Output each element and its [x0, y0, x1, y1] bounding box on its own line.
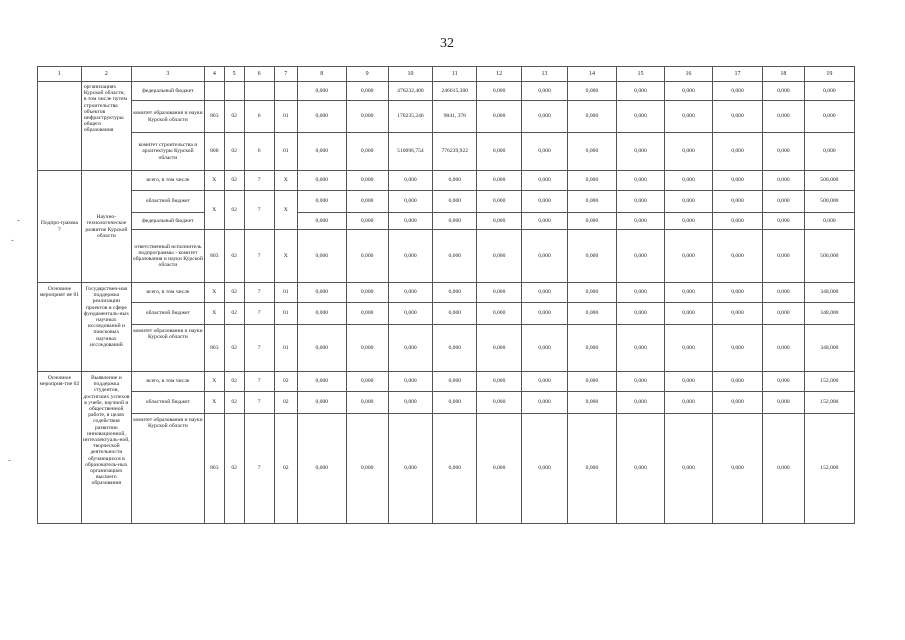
value-cell: 0,000	[763, 82, 805, 101]
code-cell: Х	[274, 191, 297, 230]
value-cell: 0,000	[664, 372, 712, 392]
code-cell: 02	[224, 414, 244, 524]
scan-mark: -	[11, 235, 14, 245]
value-cell: 0,000	[477, 414, 522, 524]
header-cell: 14	[567, 67, 616, 82]
header-cell: 15	[616, 67, 664, 82]
value-cell: 0,000	[664, 133, 712, 171]
code-cell: 02	[224, 283, 244, 303]
value-cell: 0,000	[712, 372, 762, 392]
value-cell: 0,000	[616, 414, 664, 524]
value-cell: 0,000	[346, 82, 388, 101]
value-cell: 0,000	[567, 213, 616, 230]
code-cell: 7	[244, 191, 274, 230]
value-cell: 0,000	[346, 414, 388, 524]
header-cell: 4	[204, 67, 224, 82]
header-cell: 1	[38, 67, 82, 82]
value-cell: 0,000	[664, 303, 712, 325]
value-cell: 0,000	[477, 283, 522, 303]
code-cell: 02	[224, 191, 244, 230]
value-cell: 0,000	[763, 392, 805, 414]
value-cell: 0,000	[477, 133, 522, 171]
page-number: 32	[440, 36, 454, 51]
code-cell	[204, 82, 224, 101]
value-cell: 0,000	[763, 101, 805, 133]
header-cell: 18	[763, 67, 805, 82]
value-cell: 0,000	[297, 325, 346, 372]
value-cell: 0,000	[616, 213, 664, 230]
program-name: Научно-технологическое развитие Курской области	[81, 171, 131, 283]
value-cell: 0,000	[297, 82, 346, 101]
value-cell: 0,000	[616, 325, 664, 372]
value-cell: 0,000	[567, 325, 616, 372]
value-cell: 0,000	[664, 191, 712, 213]
value-cell: 0,000	[433, 171, 477, 191]
funding-source: федеральный бюджет	[131, 213, 204, 230]
table-row	[38, 82, 855, 101]
value-cell: 510096,754	[388, 133, 433, 171]
code-cell: Х	[204, 171, 224, 191]
value-cell: 0,000	[388, 372, 433, 392]
value-cell: 0,000	[522, 283, 568, 303]
value-cell: 0,000	[522, 414, 568, 524]
table-row	[38, 133, 855, 171]
value-cell: 0,000	[763, 414, 805, 524]
value-cell: 0,000	[346, 230, 388, 283]
value-cell: 0,000	[433, 230, 477, 283]
value-cell: 0,000	[664, 283, 712, 303]
budget-table	[37, 66, 855, 524]
value-cell: 0,000	[712, 191, 762, 213]
scan-mark: -	[8, 455, 11, 465]
code-cell: 7	[244, 372, 274, 392]
value-cell: 476232,400	[388, 82, 433, 101]
value-cell: 0,000	[388, 325, 433, 372]
status-cell: Подпро-грамма 7	[38, 171, 82, 283]
value-cell: 0,000	[567, 303, 616, 325]
value-cell: 0,000	[712, 230, 762, 283]
code-cell: Х	[204, 372, 224, 392]
value-cell: 0,000	[664, 392, 712, 414]
funding-source: областной бюджет	[131, 392, 204, 414]
value-cell: 500,000	[804, 191, 854, 213]
value-cell: 0,000	[763, 171, 805, 191]
value-cell: 0,000	[297, 392, 346, 414]
code-cell: Х	[204, 191, 224, 230]
value-cell: 0,000	[297, 101, 346, 133]
value-cell: 0,000	[346, 283, 388, 303]
table-row	[38, 392, 855, 414]
code-cell: 803	[204, 101, 224, 133]
value-cell: 0,000	[567, 392, 616, 414]
value-cell: 0,000	[297, 372, 346, 392]
value-cell: 0,000	[477, 392, 522, 414]
value-cell: 0,000	[388, 414, 433, 524]
value-cell: 0,000	[297, 191, 346, 213]
value-cell: 0,000	[522, 171, 568, 191]
table-row	[38, 283, 855, 303]
value-cell: 0,000	[804, 213, 854, 230]
value-cell: 0,000	[567, 82, 616, 101]
value-cell: 348,000	[804, 325, 854, 372]
value-cell: 0,000	[522, 191, 568, 213]
funding-source: комитет строительства и архитектуры Курской области	[131, 133, 204, 171]
value-cell: 0,000	[297, 283, 346, 303]
value-cell: 0,000	[804, 101, 854, 133]
code-cell: 01	[274, 133, 297, 171]
value-cell: 0,000	[664, 230, 712, 283]
value-cell: 0,000	[567, 171, 616, 191]
code-cell: 7	[244, 283, 274, 303]
code-cell: 803	[204, 230, 224, 283]
value-cell: 0,000	[522, 303, 568, 325]
value-cell: 0,000	[388, 171, 433, 191]
code-cell: 808	[204, 133, 224, 171]
table-row	[38, 230, 855, 283]
code-cell: Х	[204, 303, 224, 325]
value-cell: 500,000	[804, 171, 854, 191]
code-cell: Х	[204, 392, 224, 414]
value-cell: 0,000	[712, 133, 762, 171]
value-cell: 0,000	[616, 101, 664, 133]
value-cell: 0,000	[763, 191, 805, 213]
value-cell: 152,000	[804, 414, 854, 524]
value-cell: 0,000	[388, 230, 433, 283]
code-cell	[274, 82, 297, 101]
value-cell: 0,000	[297, 303, 346, 325]
value-cell: 0,000	[433, 303, 477, 325]
value-cell: 0,000	[477, 372, 522, 392]
value-cell: 0,000	[433, 325, 477, 372]
value-cell: 0,000	[297, 230, 346, 283]
value-cell: 0,000	[712, 101, 762, 133]
code-cell: 01	[274, 325, 297, 372]
value-cell: 0,000	[477, 213, 522, 230]
value-cell: 0,000	[567, 191, 616, 213]
funding-source: областной бюджет	[131, 303, 204, 325]
header-cell: 12	[477, 67, 522, 82]
value-cell: 0,000	[712, 325, 762, 372]
value-cell: 0,000	[616, 171, 664, 191]
code-cell: 01	[274, 101, 297, 133]
value-cell: 0,000	[567, 101, 616, 133]
code-cell: 02	[224, 171, 244, 191]
value-cell: 0,000	[346, 191, 388, 213]
code-cell: 7	[244, 325, 274, 372]
value-cell: 0,000	[522, 372, 568, 392]
header-cell: 13	[522, 67, 568, 82]
value-cell: 0,000	[346, 133, 388, 171]
value-cell: 0,000	[522, 392, 568, 414]
value-cell: 246615,300	[433, 82, 477, 101]
value-cell: 0,000	[664, 171, 712, 191]
value-cell: 0,000	[433, 372, 477, 392]
value-cell: 348,000	[804, 303, 854, 325]
value-cell: 0,000	[388, 283, 433, 303]
code-cell: 7	[244, 414, 274, 524]
value-cell: 0,000	[664, 82, 712, 101]
value-cell: 0,000	[477, 82, 522, 101]
value-cell: 0,000	[763, 230, 805, 283]
value-cell: 0,000	[567, 414, 616, 524]
value-cell: 0,000	[616, 303, 664, 325]
code-cell: 02	[224, 230, 244, 283]
funding-source: комитет образования и науки Курской области	[131, 325, 204, 372]
code-cell: 02	[274, 372, 297, 392]
header-cell: 7	[274, 67, 297, 82]
table-row	[38, 303, 855, 325]
header-cell: 3	[131, 67, 204, 82]
value-cell: 0,000	[477, 230, 522, 283]
table-row	[38, 213, 855, 230]
value-cell: 0,000	[664, 101, 712, 133]
value-cell: 0,000	[297, 414, 346, 524]
code-cell: Х	[274, 171, 297, 191]
value-cell: 0,000	[388, 213, 433, 230]
value-cell: 0,000	[388, 303, 433, 325]
value-cell: 0,000	[763, 325, 805, 372]
code-cell: Х	[204, 283, 224, 303]
program-name: Выявление и поддержка студентов, достигших успехов в учебе, научной и общественной работе, в целях содействия развитию инновационной, интеллектуаль-ной, творческой деятельности обучающихся в образователь-ных организациях высшего образования	[81, 372, 131, 524]
scan-mark: -	[17, 215, 20, 225]
code-cell: 02	[274, 392, 297, 414]
funding-source: комитет образования и науки Курской области	[131, 101, 204, 133]
status-cell: Основное мероприя-тие 02	[38, 372, 82, 524]
value-cell: 0,000	[433, 191, 477, 213]
value-cell: 0,000	[804, 133, 854, 171]
code-cell: 7	[244, 303, 274, 325]
value-cell: 0,000	[712, 213, 762, 230]
value-cell: 0,000	[297, 133, 346, 171]
code-cell: 02	[224, 372, 244, 392]
funding-source: всего, в том числе	[131, 171, 204, 191]
value-cell: 0,000	[346, 171, 388, 191]
code-cell: 7	[244, 392, 274, 414]
value-cell: 0,000	[346, 101, 388, 133]
value-cell: 0,000	[763, 133, 805, 171]
code-cell	[244, 82, 274, 101]
value-cell: 0,000	[477, 101, 522, 133]
value-cell: 0,000	[477, 325, 522, 372]
funding-source: областной бюджет	[131, 191, 204, 213]
value-cell: 500,000	[804, 230, 854, 283]
header-cell: 5	[224, 67, 244, 82]
header-cell: 16	[664, 67, 712, 82]
code-cell	[224, 82, 244, 101]
value-cell: 0,000	[616, 82, 664, 101]
code-cell: 6	[244, 101, 274, 133]
code-cell: 803	[204, 325, 224, 372]
value-cell: 0,000	[616, 283, 664, 303]
code-cell: Х	[274, 230, 297, 283]
table-row	[38, 191, 855, 213]
code-cell: 02	[224, 101, 244, 133]
value-cell: 0,000	[297, 213, 346, 230]
value-cell: 0,000	[477, 191, 522, 213]
value-cell: 0,000	[567, 283, 616, 303]
value-cell: 0,000	[346, 213, 388, 230]
value-cell: 0,000	[616, 133, 664, 171]
value-cell: 776239,922	[433, 133, 477, 171]
value-cell: 0,000	[712, 303, 762, 325]
value-cell: 0,000	[522, 213, 568, 230]
value-cell: 0,000	[763, 283, 805, 303]
value-cell: 0,000	[567, 133, 616, 171]
funding-source: комитет образования и науки Курской области	[131, 414, 204, 524]
value-cell: 0,000	[522, 325, 568, 372]
value-cell: 0,000	[763, 303, 805, 325]
code-cell: 02	[224, 133, 244, 171]
value-cell: 0,000	[712, 82, 762, 101]
table-row	[38, 414, 855, 524]
header-cell: 8	[297, 67, 346, 82]
value-cell: 0,000	[616, 191, 664, 213]
value-cell: 0,000	[763, 213, 805, 230]
funding-source: всего, в том числе	[131, 372, 204, 392]
header-cell: 6	[244, 67, 274, 82]
header-cell: 17	[712, 67, 762, 82]
funding-source: федеральный бюджет	[131, 82, 204, 101]
value-cell: 0,000	[712, 171, 762, 191]
value-cell: 0,000	[616, 392, 664, 414]
value-cell: 0,000	[346, 303, 388, 325]
value-cell: 0,000	[346, 372, 388, 392]
value-cell: 0,000	[297, 171, 346, 191]
header-cell: 10	[388, 67, 433, 82]
table-row	[38, 171, 855, 191]
value-cell: 0,000	[664, 325, 712, 372]
code-cell: 02	[224, 325, 244, 372]
code-cell: 02	[224, 303, 244, 325]
value-cell: 0,000	[616, 372, 664, 392]
status-cell: Основное мероприят ие 01	[38, 283, 82, 372]
value-cell: 9841, 378	[433, 101, 477, 133]
code-cell: 7	[244, 171, 274, 191]
value-cell: 0,000	[712, 414, 762, 524]
header-cell: 19	[804, 67, 854, 82]
header-cell: 9	[346, 67, 388, 82]
funding-source: всего, в том числе	[131, 283, 204, 303]
status-cell	[38, 82, 82, 171]
code-cell: 7	[244, 230, 274, 283]
value-cell: 0,000	[712, 392, 762, 414]
value-cell: 152,000	[804, 392, 854, 414]
code-cell: 02	[224, 392, 244, 414]
value-cell: 0,000	[567, 372, 616, 392]
value-cell: 0,000	[433, 414, 477, 524]
code-cell: 01	[274, 303, 297, 325]
program-name: организациях Курской области, в том числе путем строительства объектов инфраструктуры общего образования	[81, 82, 131, 171]
value-cell: 0,000	[433, 283, 477, 303]
value-cell: 0,000	[522, 101, 568, 133]
value-cell: 0,000	[433, 392, 477, 414]
value-cell: 0,000	[346, 325, 388, 372]
value-cell: 0,000	[477, 303, 522, 325]
code-cell: 803	[204, 414, 224, 524]
value-cell: 0,000	[763, 372, 805, 392]
value-cell: 170235,246	[388, 101, 433, 133]
value-cell: 0,000	[522, 82, 568, 101]
header-cell: 2	[81, 67, 131, 82]
value-cell: 0,000	[388, 191, 433, 213]
code-cell: 02	[274, 414, 297, 524]
header-row	[38, 67, 855, 82]
value-cell: 0,000	[804, 82, 854, 101]
value-cell: 0,000	[388, 392, 433, 414]
table-row	[38, 325, 855, 372]
table-row	[38, 372, 855, 392]
value-cell: 0,000	[433, 213, 477, 230]
table-row	[38, 101, 855, 133]
code-cell: 6	[244, 133, 274, 171]
value-cell: 0,000	[522, 133, 568, 171]
value-cell: 0,000	[616, 230, 664, 283]
value-cell: 0,000	[346, 392, 388, 414]
value-cell: 0,000	[522, 230, 568, 283]
header-cell: 11	[433, 67, 477, 82]
value-cell: 0,000	[664, 213, 712, 230]
value-cell: 348,000	[804, 283, 854, 303]
funding-source: ответственный исполнитель подпрограммы - комитет образования и науки Курской области	[131, 230, 204, 283]
code-cell: 01	[274, 283, 297, 303]
value-cell: 0,000	[664, 414, 712, 524]
program-name: Государствен-ная поддержка реализации проектов в сфере фундаменталь-ных научных исследований и поисковых научных исследований	[81, 283, 131, 372]
value-cell: 0,000	[477, 171, 522, 191]
value-cell: 152,000	[804, 372, 854, 392]
value-cell: 0,000	[712, 283, 762, 303]
value-cell: 0,000	[567, 230, 616, 283]
